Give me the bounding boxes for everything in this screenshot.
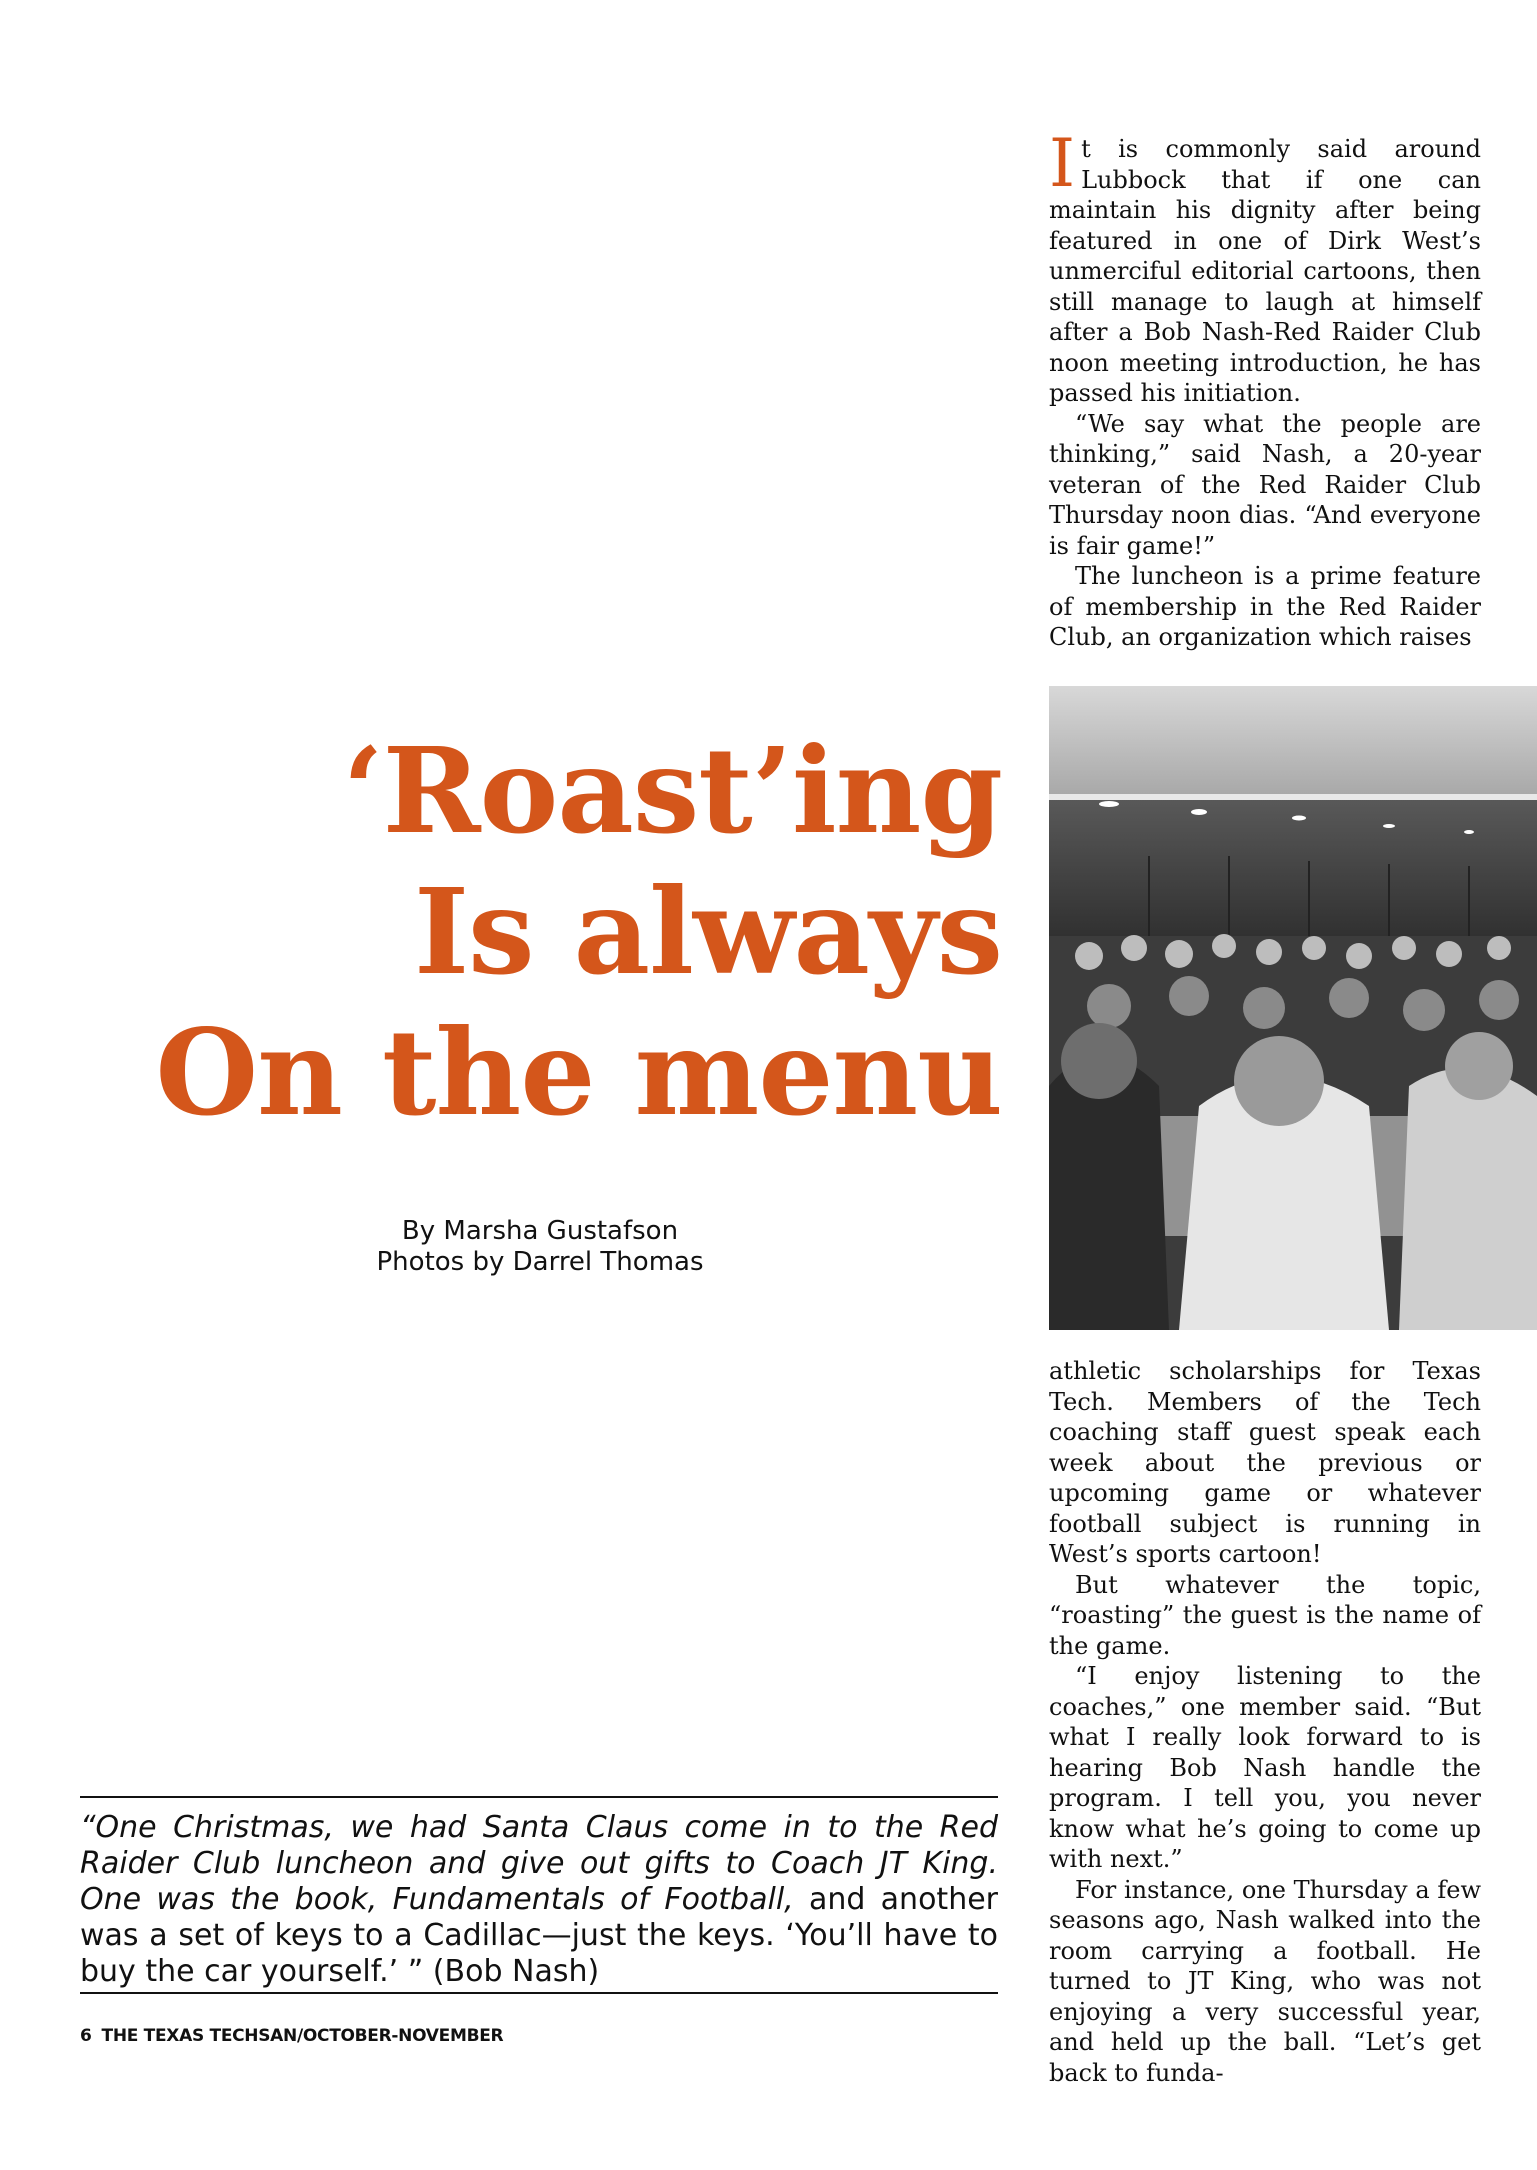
- photo-credit: Photos by Darrel Thomas: [376, 1247, 704, 1277]
- headline-line: Is always: [413, 862, 1002, 1001]
- author-byline: By Marsha Gustafson: [401, 1216, 679, 1246]
- paragraph: athletic scholarships for Texas Tech. Members of the Tech coaching staff guest speak each week about the previous or upcoming game or whatever football subject is running in West’s sports cartoon!: [1049, 1357, 1481, 1568]
- headline-line: On the menu: [155, 1003, 1002, 1142]
- drop-cap: I: [1049, 125, 1076, 202]
- photo-illustration: [1049, 686, 1537, 1330]
- article-headline: [90, 720, 1002, 1143]
- article-column-top: [1049, 125, 1481, 654]
- paragraph-text: t is commonly said around Lubbock that if one can maintain his dignity after being featured in one of Dirk West’s unmerciful editorial cartoons, then still manage to laugh at himself after a Bob Nash-Red Raider Club noon meeting introduction, he has passed his initiation.: [1049, 135, 1481, 407]
- article-column-bottom: [1049, 1356, 1481, 2087]
- paragraph: “I enjoy listening to the coaches,” one member said. “But what I really look forward to is hearing Bob Nash handle the program. I tell you, you never know what he’s going to come up with next.”: [1049, 1662, 1481, 1873]
- pull-quote-italic: “One Christmas, we had Santa Claus come in to the Red Raider Club luncheon and give out gifts to Coach JT King. One was the book, Fundamentals of Football,: [80, 1810, 998, 1917]
- page-number: 6: [80, 2026, 92, 2046]
- paragraph: The luncheon is a prime feature of membership in the Red Raider Club, an organization which raises: [1049, 562, 1481, 651]
- paragraph: “We say what the people are thinking,” said Nash, a 20-year veteran of the Red Raider Club Thursday noon dias. “And everyone is fair game!”: [1049, 409, 1481, 560]
- paragraph: But whatever the topic, “roasting” the guest is the name of the game.: [1049, 1570, 1481, 1660]
- headline-line: ‘Roast’ing: [342, 721, 1002, 860]
- paragraph: [1049, 125, 1481, 409]
- byline-block: [300, 1216, 780, 1278]
- paragraph: For instance, one Thursday a few seasons ago, Nash walked into the room carrying a football. He turned to JT King, who was not enjoying a very successful year, and held up the ball. “Let’s get back to funda-: [1049, 1875, 1481, 2087]
- pull-quote: [80, 1796, 998, 1994]
- luncheon-crowd-photo: [1049, 686, 1537, 1330]
- pull-quote-roman: and another was a set of keys to a Cadillac—just the keys. ‘You’ll have to buy the car yourself.’ ” (Bob Nash): [80, 1882, 998, 1989]
- pull-quote-text: [80, 1810, 998, 1990]
- publication-line: THE TEXAS TECHSAN/OCTOBER-NOVEMBER: [101, 2026, 504, 2046]
- page-footer: [80, 2026, 513, 2046]
